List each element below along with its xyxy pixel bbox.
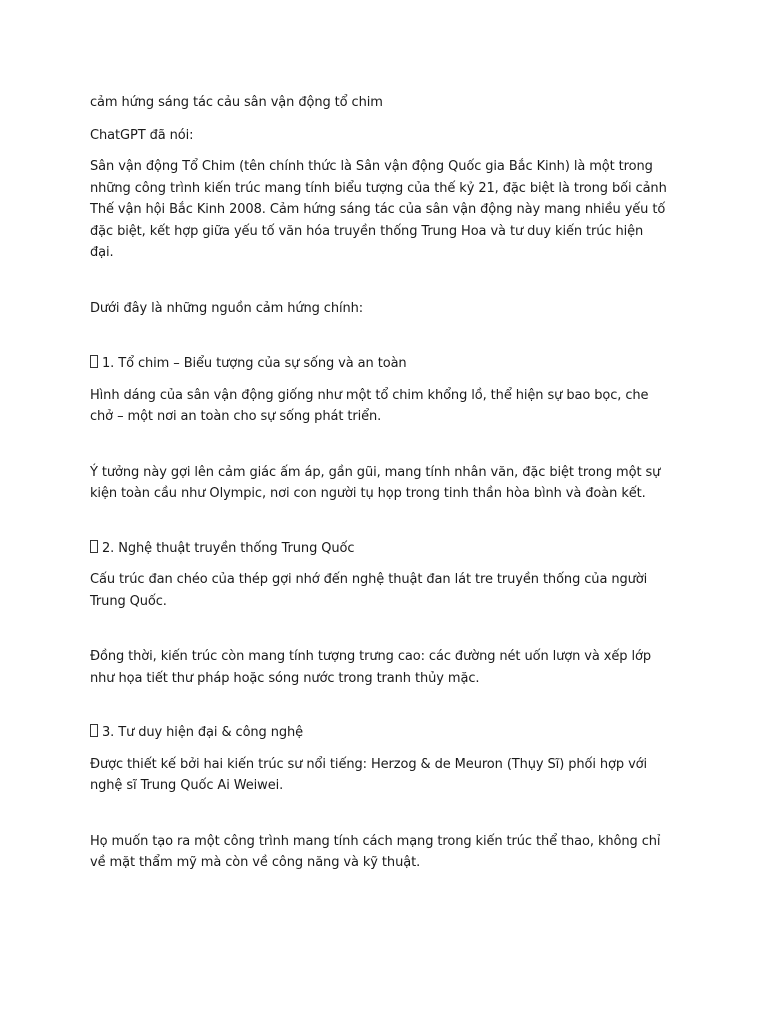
missing-glyph-icon	[90, 724, 98, 737]
section-heading-text: 1. Tổ chim – Biểu tượng của sự sống và an toàn	[102, 356, 407, 371]
section-3-paragraph-1: Được thiết kế bởi hai kiến trúc sư nổi tiếng: Herzog & de Meuron (Thụy Sĩ) phối hợp với nghệ sĩ Trung Quốc Ai Weiwei.	[90, 756, 648, 793]
section-heading-text: 2. Nghệ thuật truyền thống Trung Quốc	[102, 540, 355, 556]
section-3-paragraph-2: Họ muốn tạo ra một công trình mang tính cách mạng trong kiến trúc thể thao, không chỉ về mặt thẩm mỹ mà còn về công năng và kỹ thuật.	[90, 833, 661, 870]
section-heading-2	[90, 538, 670, 560]
intro-paragraph: Sân vận động Tổ Chim (tên chính thức là Sân vận động Quốc gia Bắc Kinh) là một trong những công trình kiến trúc mang tính biểu tượng của thế kỷ 21, đặc biệt là trong bối cảnh Thế vận hội Bắc Kinh 2008. Cảm hứng sáng tác của sân vận động này mang nhiều yếu tố đặc biệt, kết hợp giữa yếu tố văn hóa truyền thống Trung Hoa và tư duy kiến trúc hiện đại.	[90, 159, 667, 260]
speaker-label: ChatGPT đã nói:	[90, 127, 194, 143]
section-1-paragraph-2: Ý tưởng này gợi lên cảm giác ấm áp, gần gũi, mang tính nhân văn, đặc biệt trong một sự kiện toàn cầu như Olympic, nơi con người tụ họp trong tinh thần hòa bình và đoàn kết.	[90, 464, 661, 501]
missing-glyph-icon	[90, 540, 98, 553]
lead-paragraph: Dưới đây là những nguồn cảm hứng chính:	[90, 300, 364, 316]
section-heading-3	[90, 722, 670, 744]
title-line: cảm hứng sáng tác cảu sân vận động tổ chim	[90, 95, 383, 110]
section-2-paragraph-1: Cấu trúc đan chéo của thép gợi nhớ đến nghệ thuật đan lát tre truyền thống của người Trung Quốc.	[90, 572, 648, 609]
section-1-paragraph-1: Hình dáng của sân vận động giống như một tổ chim khổng lồ, thể hiện sự bao bọc, che chở – một nơi an toàn cho sự sống phát triển.	[90, 387, 649, 424]
section-2-paragraph-2: Đồng thời, kiến trúc còn mang tính tượng trưng cao: các đường nét uốn lượn và xếp lớp như họa tiết thư pháp hoặc sóng nước trong tranh thủy mặc.	[90, 649, 651, 686]
section-heading-text: 3. Tư duy hiện đại & công nghệ	[102, 725, 304, 740]
document-page	[90, 92, 670, 874]
section-heading-1	[90, 353, 670, 375]
missing-glyph-icon	[90, 355, 98, 368]
